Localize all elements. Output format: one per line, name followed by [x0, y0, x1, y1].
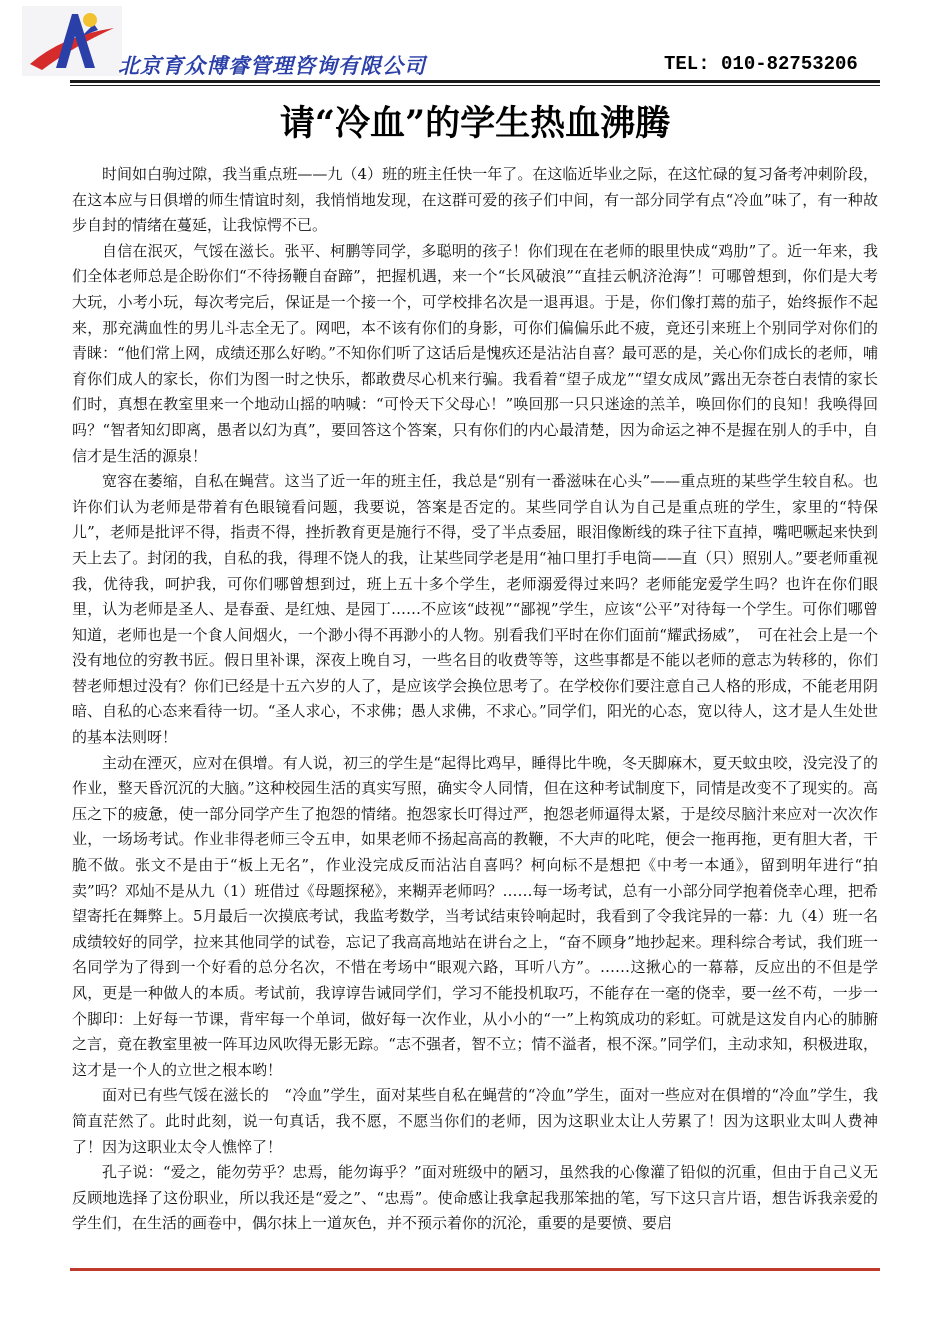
article-title: 请“冷血”的学生热血沸腾	[279, 103, 671, 144]
footer-rule	[70, 1268, 880, 1271]
paragraph: 孔子说：“爱之，能勿劳乎？忠焉，能勿诲乎？”面对班级中的陋习，虽然我的心像灌了铅似的沉重，但由于自己义无反顾地选择了这份职业，所以我还是“爱之”、“忠焉”。使命感让我拿起我那笨拙的笔，写下这只言片语，想告诉我亲爱的学生们，在生活的画卷中，偶尔抹上一道灰色，并不预示着你的沉沦，重要的是要愤、要启	[72, 1163, 878, 1233]
company-logo	[22, 6, 122, 76]
header-rule	[70, 80, 880, 83]
paragraph: 宽容在萎缩，自私在蝇营。这当了近一年的班主任，我总是“别有一番滋味在心头”——重点班的某些学生较自私。也许你们认为老师是带着有色眼镜看问题，我要说，答案是否定的。某些同学自认为自己是重点班的学生，家里的“特保儿”，老师是批评不得，指责不得，挫折教育更是施行不得，受了半点委屈，眼泪像断线的珠子往下直掉，嘴吧噘起来快到天上去了。封闭的我，自私的我，得理不饶人的我，让某些同学老是用“袖口里打手电筒——直（只）照别人。”要老师重视我，优待我，呵护我，可你们哪曾想到过，班上五十多个学生，老师溺爱得过来吗？老师能宠爱学生吗？也许在你们眼里，认为老师是圣人、是春蚕、是红烛、是园丁……不应该“歧视”“鄙视”学生，应该“公平”对待每一个学生。可你们哪曾知道，老师也是一个食人间烟火，一个渺小得不再渺小的人物。别看我们平时在你们面前“耀武扬威”， 可在社会上是一个没有地位的穷教书匠。假日里补课，深夜上晚自习，一些名目的收费等等，这些事都是不能以老师的意志为转移的，你们替老师想过没有？你们已经是十五六岁的人了，是应该学会换位思考了。在学校你们要注意自己人格的形成，不能老用阴暗、自私的心态来看待一切。“圣人求心，不求佛；愚人求佛，不求心。”同学们，阳光的心态，宽以待人，这才是人生处世的基本法则呀！	[72, 472, 878, 747]
article-body	[72, 162, 878, 1237]
paragraph: 主动在湮灭，应对在俱增。有人说，初三的学生是“起得比鸡早，睡得比牛晚，冬天脚麻木，夏天蚊虫咬，没完没了的作业，整天昏沉沉的大脑。”这种校园生活的真实写照，确实令人同情，但在这种考试制度下，同情是改变不了现实的。高压之下的疲惫，使一部分同学产生了抱怨的情绪。抱怨家长叮得过严，抱怨老师逼得太紧，于是绞尽脑汁来应对一次次作业，一场场考试。作业非得老师三令五申，如果老师不扬起高高的教鞭，不大声的叱咤，便会一拖再拖，更有胆大者，干脆不做。张文不是由于“板上无名”，作业没完成反而沾沾自喜吗？柯向标不是想把《中考一本通》，留到明年进行“拍卖”吗？邓灿不是从九（1）班借过《母题探秘》，来糊弄老师吗？……每一场考试，总有一小部分同学抱着侥幸心理，把希望寄托在舞弊上。5月最后一次摸底考试，我监考数学，当考试结束铃响起时，我看到了令我诧异的一幕：九（4）班一名成绩较好的同学，拉来其他同学的试卷，忘记了我高高地站在讲台之上，“奋不顾身”地抄起来。理科综合考试，我们班一名同学为了得到一个好看的总分名次，不惜在考场中“眼观六路，耳听八方”。……这揪心的一幕幕，反应出的不但是学风，更是一种做人的本质。考试前，我谆谆告诫同学们，学习不能投机取巧，不能存在一毫的侥幸，要一丝不苟，一步一个脚印：上好每一节课，背牢每一个单词，做好每一次作业，从小小的“一”上构筑成功的彩虹。可就是这发自内心的肺腑之言，竟在教室里被一阵耳边风吹得无影无踪。“志不强者，智不立；情不溢者，根不深。”同学们，主动求知，积极进取，这才是一个人的立世之根本哟！	[72, 753, 878, 1079]
company-name: 北京育众博睿管理咨询有限公司	[118, 53, 426, 78]
header-rule-thin	[70, 85, 880, 86]
telephone: TEL: 010-82753206	[664, 53, 858, 75]
paragraph: 面对已有些气馁在滋长的 “冷血”学生，面对某些自私在蝇营的“冷血”学生，面对一些应对在俱增的“冷血”学生，我简直茫然了。此时此刻，说一句真话，我不愿，不愿当你们的老师，因为这职业太让人劳累了！因为这职业太叫人费神了！因为这职业太令人憔悴了！	[72, 1086, 878, 1156]
paragraph: 自信在泯灭，气馁在滋长。张平、柯鹏等同学，多聪明的孩子！你们现在在老师的眼里快成“鸡肋”了。近一年来，我们全体老师总是企盼你们“不待扬鞭自奋蹄”，把握机遇，来一个“长风破浪”“直挂云帆济沧海”！可哪曾想到，你们是大考大玩，小考小玩，每次考完后，保证是一个接一个，可学校排名次是一退再退。于是，你们像打蔫的茄子，始终振作不起来，那充满血性的男儿斗志全无了。网吧，本不该有你们的身影，可你们偏偏乐此不疲，竟还引来班上个别同学对你们的青睐：“他们常上网，成绩还那么好哟。”不知你们听了这话后是愧疚还是沾沾自喜？最可恶的是，关心你们成长的老师，哺育你们成人的家长，你们为图一时之快乐，都敢费尽心机来行骗。我看着“望子成龙”“望女成凤”露出无奈苍白表情的家长们时，真想在教室里来一个地动山摇的呐喊：“可怜天下父母心！”唤回那一只只迷途的羔羊，唤回你们的良知！我唤得回吗？“智者知幻即离，愚者以幻为真”，要回答这个答案，只有你们的内心最清楚，因为命运之神不是握在别人的手中，自信才是生活的源泉！	[72, 241, 878, 465]
paragraph: 时间如白驹过隙，我当重点班——九（4）班的班主任快一年了。在这临近毕业之际，在这忙碌的复习备考冲刺阶段，在这本应与日俱增的师生情谊时刻，我悄悄地发现，在这群可爱的孩子们中间，有一部分同学有点“冷血”味了，有一种故步自封的情绪在蔓延，让我惊愕不已。	[72, 165, 878, 235]
